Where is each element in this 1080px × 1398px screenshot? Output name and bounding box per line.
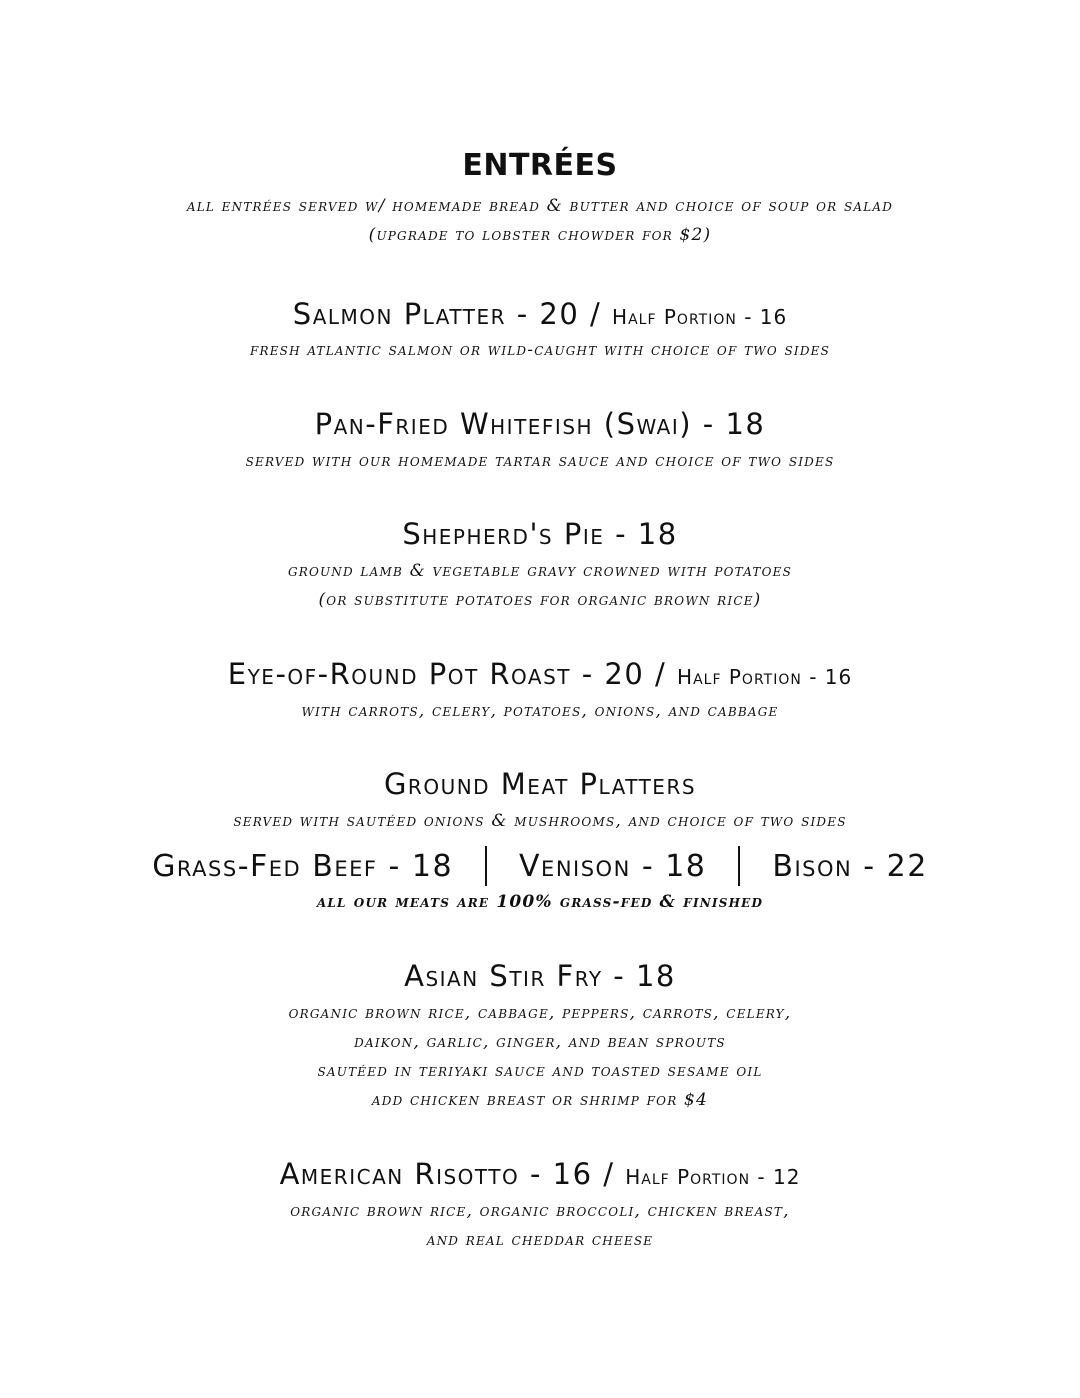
divider: [485, 846, 487, 886]
menu-item-description: ground lamb & vegetable gravy crowned with potatoes: [287, 561, 793, 581]
upgrade-note: (upgrade to lobster chowder for $2): [368, 225, 712, 245]
menu-item-title: [0, 657, 1080, 691]
meat-option: Bison - 22: [772, 848, 928, 884]
menu-item-description: and real cheddar cheese: [426, 1230, 654, 1250]
menu-item-description: daikon, garlic, ginger, and bean sprouts: [354, 1032, 726, 1052]
page-title: ENTRÉES: [462, 148, 618, 183]
menu-item-description: served with our homemade tartar sauce and choice of two sides: [245, 451, 835, 471]
menu-item-title: [0, 297, 1080, 331]
half-portion-price: Half Portion - 12: [625, 1165, 801, 1189]
grass-fed-note: all our meats are 100% grass-fed & finished: [316, 892, 764, 912]
menu-item-title: [0, 1157, 1080, 1191]
menu-item-title: Shepherd's Pie - 18: [402, 517, 678, 551]
divider: [738, 846, 740, 886]
menu-item-description: (or substitute potatoes for organic brown rice): [318, 590, 762, 610]
meat-option: Venison - 18: [519, 848, 707, 884]
menu-item-title: Ground Meat Platters: [383, 767, 697, 801]
meat-option: Grass-Fed Beef - 18: [152, 848, 454, 884]
menu-item-description: with carrots, celery, potatoes, onions, and cabbage: [301, 701, 779, 721]
entrees-subtitle: all entrées served w/ homemade bread & butter and choice of soup or salad: [186, 196, 894, 216]
item-name-price: Salmon Platter - 20 /: [292, 297, 602, 331]
menu-item-description: served with sautéed onions & mushrooms, and choice of two sides: [233, 811, 847, 831]
meat-options-row: [0, 846, 1080, 886]
menu-item-title: Asian Stir Fry - 18: [404, 959, 676, 993]
menu-item-description: fresh atlantic salmon or wild-caught with choice of two sides: [249, 340, 831, 360]
half-portion-price: Half Portion - 16: [612, 305, 788, 329]
item-name-price: American Risotto - 16 /: [279, 1157, 615, 1191]
menu-item-description: sautéed in teriyaki sauce and toasted sesame oil: [317, 1061, 763, 1081]
half-portion-price: Half Portion - 16: [677, 665, 853, 689]
menu-item-description: organic brown rice, cabbage, peppers, carrots, celery,: [288, 1003, 792, 1023]
menu-item-description: add chicken breast or shrimp for $4: [371, 1090, 709, 1110]
item-name-price: Eye-of-Round Pot Roast - 20 /: [227, 657, 667, 691]
menu-item-title: Pan-Fried Whitefish (Swai) - 18: [314, 407, 766, 441]
menu-item-description: organic brown rice, organic broccoli, chicken breast,: [290, 1201, 790, 1221]
